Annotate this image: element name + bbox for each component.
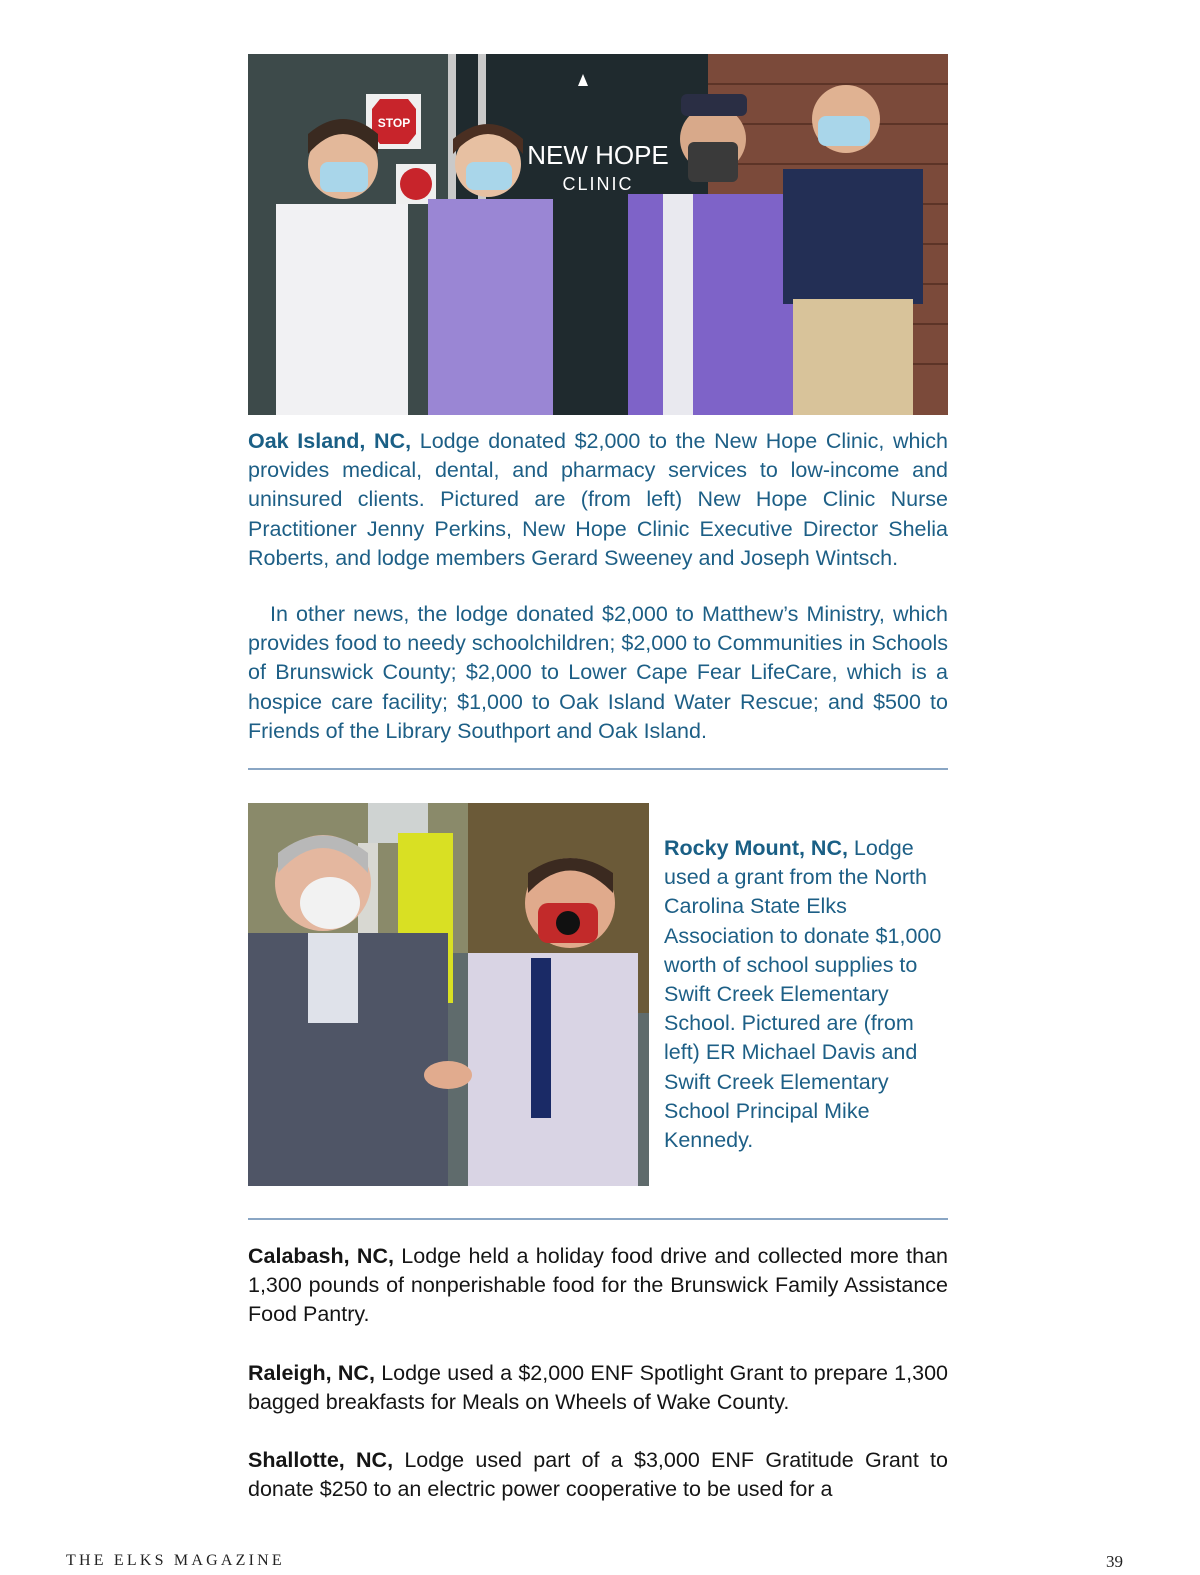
rocky-mount-paragraph — [664, 834, 948, 1155]
new-hope-clinic-photo — [248, 54, 948, 415]
rocky-mount-photo — [248, 803, 649, 1186]
calabash-lead: Calabash, NC, — [248, 1244, 394, 1268]
raleigh-text: Lodge used a $2,000 ENF Spotlight Grant to prepare 1,300 bagged breakfasts for Meals on Wheels of Wake County. — [248, 1361, 948, 1415]
clinic-sign-line1: NEW HOPE — [527, 140, 669, 170]
magazine-name: THE ELKS MAGAZINE — [66, 1552, 285, 1569]
page-number: 39 — [1106, 1552, 1123, 1571]
rocky-mount-text: Lodge used a grant from the North Carolina State Elks Association to donate $1,000 worth of school supplies to Swift Creek Elementary School. Pictured are (from left) ER Michael Davis and Swift Creek Elementary School Principal Mike Kennedy. — [664, 836, 942, 1153]
oak-island-other-news-paragraph: In other news, the lodge donated $2,000 to Matthew’s Ministry, which provides food to needy schoolchildren; $2,000 to Communities in Schools of Brunswick County; $2,000 to Lower Cape Fear LifeCare, which is a hospice care facility; $1,000 to Oak Island Water Rescue; and $500 to Friends of the Library Southport and Oak Island. — [248, 602, 948, 743]
calabash-text: Lodge held a holiday food drive and collected more than 1,300 pounds of nonperishable food for the Brunswick Family Assistance Food Pantry. — [248, 1244, 948, 1327]
raleigh-paragraph — [248, 1359, 948, 1417]
section-divider — [248, 1218, 948, 1220]
clinic-sign-line2: CLINIC — [562, 174, 634, 194]
oak-island-text: Lodge donated $2,000 to the New Hope Clinic, which provides medical, dental, and pharmacy services to low-income and uninsured clients. Pictured are (from left) New Hope Clinic Nurse Practitioner Jenny Perkins, New Hope Clinic Executive Director Shelia Roberts, and lodge members Gerard Sweeney and Joseph Wintsch. — [248, 429, 948, 570]
shallotte-lead: Shallotte, NC, — [248, 1448, 394, 1472]
raleigh-lead: Raleigh, NC, — [248, 1361, 375, 1385]
shallotte-paragraph — [248, 1446, 948, 1504]
stop-sign-text: STOP — [377, 116, 411, 130]
oak-island-paragraph — [248, 427, 948, 573]
calabash-paragraph — [248, 1242, 948, 1330]
section-divider — [248, 768, 948, 770]
rocky-mount-lead: Rocky Mount, NC, — [664, 836, 848, 860]
shallotte-text: Lodge used part of a $3,000 ENF Gratitude Grant to donate $250 to an electric power cooperative to be used for a — [248, 1448, 948, 1502]
oak-island-lead: Oak Island, NC, — [248, 429, 412, 453]
